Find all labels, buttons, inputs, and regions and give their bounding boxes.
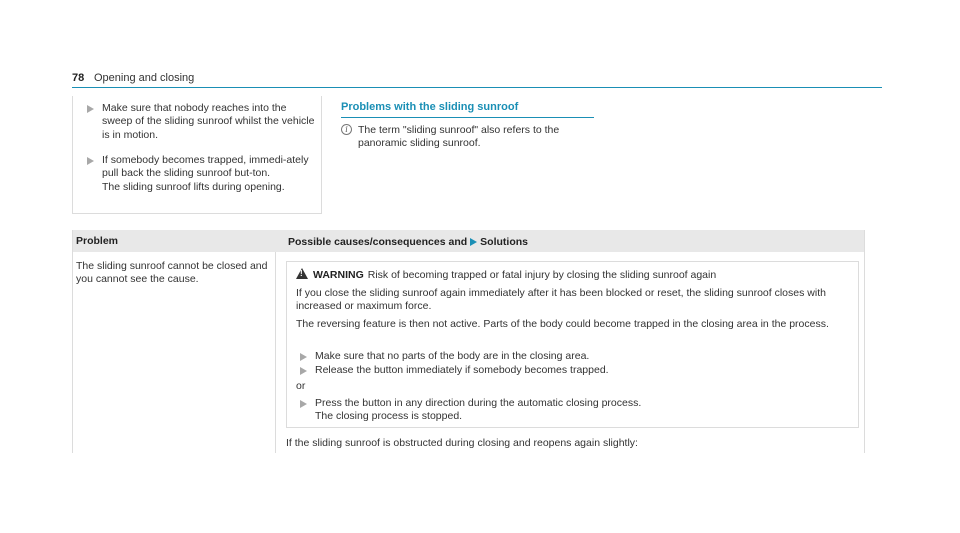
step-result: The sliding sunroof lifts during opening. (102, 180, 285, 193)
step-arrow-icon (300, 400, 307, 408)
page-header (72, 70, 882, 88)
info-note (341, 124, 601, 151)
warning-paragraph: The reversing feature is then not active. Parts of the body could become trapped in the closing area in the process. (296, 318, 829, 330)
page-number: 78 (72, 72, 85, 84)
bottom-text: If the sliding sunroof is obstructed during closing and reopens again slightly: (286, 437, 638, 449)
step-result: The closing process is stopped. (315, 410, 463, 423)
instruction-step (87, 102, 319, 142)
problem-table (72, 230, 865, 453)
warning-box (286, 261, 859, 428)
step-arrow-icon (300, 367, 307, 375)
warning-step (300, 364, 850, 377)
step-text: Make sure that no parts of the body are in the closing area. (315, 350, 590, 362)
or-text: or (296, 380, 306, 392)
warning-step (300, 397, 850, 424)
section-title: Problems with the sliding sunroof (341, 100, 594, 118)
instruction-box (72, 96, 322, 214)
header-problem: Problem (76, 235, 119, 247)
header-solutions (288, 236, 528, 249)
page-title: Opening and closing (94, 72, 195, 84)
info-icon: i (341, 124, 352, 135)
header-solutions-pre: Possible causes/consequences and (288, 236, 468, 248)
header-solutions-post: Solutions (480, 236, 529, 248)
warning-label: WARNING (313, 269, 364, 281)
step-arrow-icon (87, 105, 94, 113)
arrow-icon (470, 238, 477, 246)
step-arrow-icon (300, 353, 307, 361)
step-text: Press the button in any direction during the automatic closing process. (315, 397, 642, 409)
step-text: If somebody becomes trapped, immedi-ately pull back the sliding sunroof but-ton. (102, 154, 309, 180)
warning-text: Risk of becoming trapped or fatal injury by closing the sliding sunroof again (367, 269, 717, 281)
warning-paragraph: If you close the sliding sunroof again immediately after it has been blocked or reset, the sliding sunroof closes with increased or maximum force. (296, 287, 826, 313)
warning-line (296, 268, 851, 282)
warning-step (300, 350, 850, 363)
problem-cell: The sliding sunroof cannot be closed and you cannot see the cause. (76, 260, 268, 286)
step-text: Make sure that nobody reaches into the sweep of the sliding sunroof whilst the vehicle is in motion. (102, 102, 315, 141)
table-header (73, 230, 864, 252)
step-arrow-icon (87, 157, 94, 165)
step-text: Release the button immediately if somebody becomes trapped. (315, 364, 609, 376)
column-divider (275, 252, 276, 453)
note-text: The term "sliding sunroof" also refers to the panoramic sliding sunroof. (358, 124, 560, 150)
instruction-step (87, 154, 319, 194)
warning-triangle-icon (296, 268, 308, 279)
